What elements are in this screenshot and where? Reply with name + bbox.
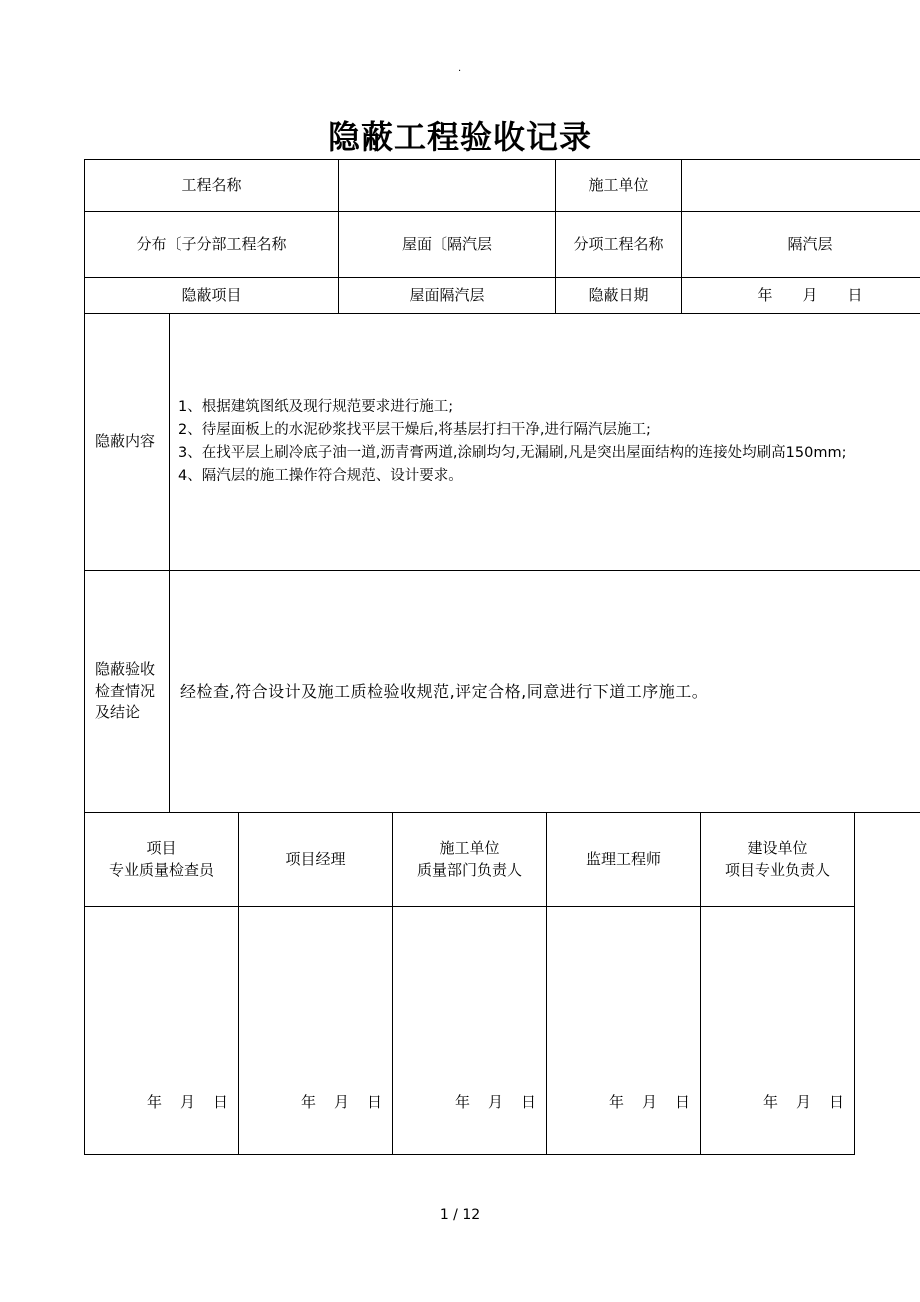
row-hidden-content [85,314,920,571]
sign-day: 日 [674,1093,690,1112]
signature-table [84,812,855,1155]
date-day: 日 [847,285,863,304]
inspection-label-line: 及结论 [95,703,141,722]
sign-month: 月 [641,1093,657,1112]
signature-cell[interactable] [701,907,855,1155]
date-year: 年 [757,285,773,304]
sign-month: 月 [795,1093,811,1112]
inspection-label-line: 隐蔽验收 [95,659,156,678]
construction-unit-label: 施工单位 [556,160,682,212]
hidden-item-value[interactable]: 屋面隔汽层 [339,278,556,314]
sign-month: 月 [333,1093,349,1112]
signature-role [701,813,855,907]
sign-year: 年 [608,1093,624,1112]
row-hidden-item [85,278,920,314]
sign-day: 日 [520,1093,536,1112]
project-name-value[interactable] [339,160,556,212]
role-line: 质量部门负责人 [416,860,522,879]
hidden-date-label: 隐蔽日期 [556,278,682,314]
sign-month: 月 [179,1093,195,1112]
signature-role [393,813,547,907]
inspection-label [85,571,170,813]
role-line: 项目专业负责人 [724,860,830,879]
content-item: 2、待屋面板上的水泥砂浆找平层干燥后,将基层打扫干净,进行隔汽层施工; [178,421,651,438]
signature-cell[interactable] [393,907,547,1155]
document-title: 隐蔽工程验收记录 [327,118,592,156]
sign-year: 年 [300,1093,316,1112]
item-project-label: 分项工程名称 [556,212,682,278]
role-line: 建设单位 [747,838,808,857]
hidden-content-label: 隐蔽内容 [85,314,170,571]
role-line: 项目 [146,838,177,857]
hidden-item-label: 隐蔽项目 [85,278,339,314]
content-item: 1、根据建筑图纸及现行规范要求进行施工; [178,398,454,415]
hidden-date-value[interactable] [682,278,920,314]
hidden-content-list [170,314,920,571]
page-number: 1 / 12 [439,1207,481,1223]
sub-project-value[interactable]: 屋面〔隔汽层 [339,212,556,278]
project-name-label: 工程名称 [85,160,339,212]
row-inspection [85,571,920,813]
signature-cell[interactable] [547,907,701,1155]
header-dot: · [458,66,462,77]
signature-row [85,907,855,1155]
signature-role [239,813,393,907]
sub-project-label: 分布〔子分部工程名称 [85,212,339,278]
item-project-value[interactable]: 隔汽层 [682,212,920,278]
role-line: 项目经理 [285,849,346,868]
signature-cell[interactable] [239,907,393,1155]
sign-day: 日 [828,1093,844,1112]
date-month: 月 [802,285,818,304]
signature-role [85,813,239,907]
sign-year: 年 [762,1093,778,1112]
inspection-label-line: 检查情况 [95,681,156,700]
sign-month: 月 [487,1093,503,1112]
role-line: 施工单位 [439,838,500,857]
signature-header-row [85,813,855,907]
content-item: 3、在找平层上刷冷底子油一道,沥青膏两道,涂刷均匀,无漏刷,凡是突出屋面结构的连接处均刷高150mm; [178,445,847,461]
acceptance-record-table [84,159,920,813]
inspection-conclusion: 经检查,符合设计及施工质检验收规范,评定合格,同意进行下道工序施工。 [170,571,920,813]
signature-cell[interactable] [85,907,239,1155]
row-sub-project [85,212,920,278]
construction-unit-value[interactable] [682,160,920,212]
content-item: 4、隔汽层的施工操作符合规范、设计要求。 [178,468,463,485]
role-line: 专业质量检查员 [108,860,214,879]
sign-year: 年 [146,1093,162,1112]
row-project-name [85,160,920,212]
sign-day: 日 [366,1093,382,1112]
role-line: 监理工程师 [585,849,661,868]
sign-year: 年 [454,1093,470,1112]
signature-role [547,813,701,907]
sign-day: 日 [212,1093,228,1112]
